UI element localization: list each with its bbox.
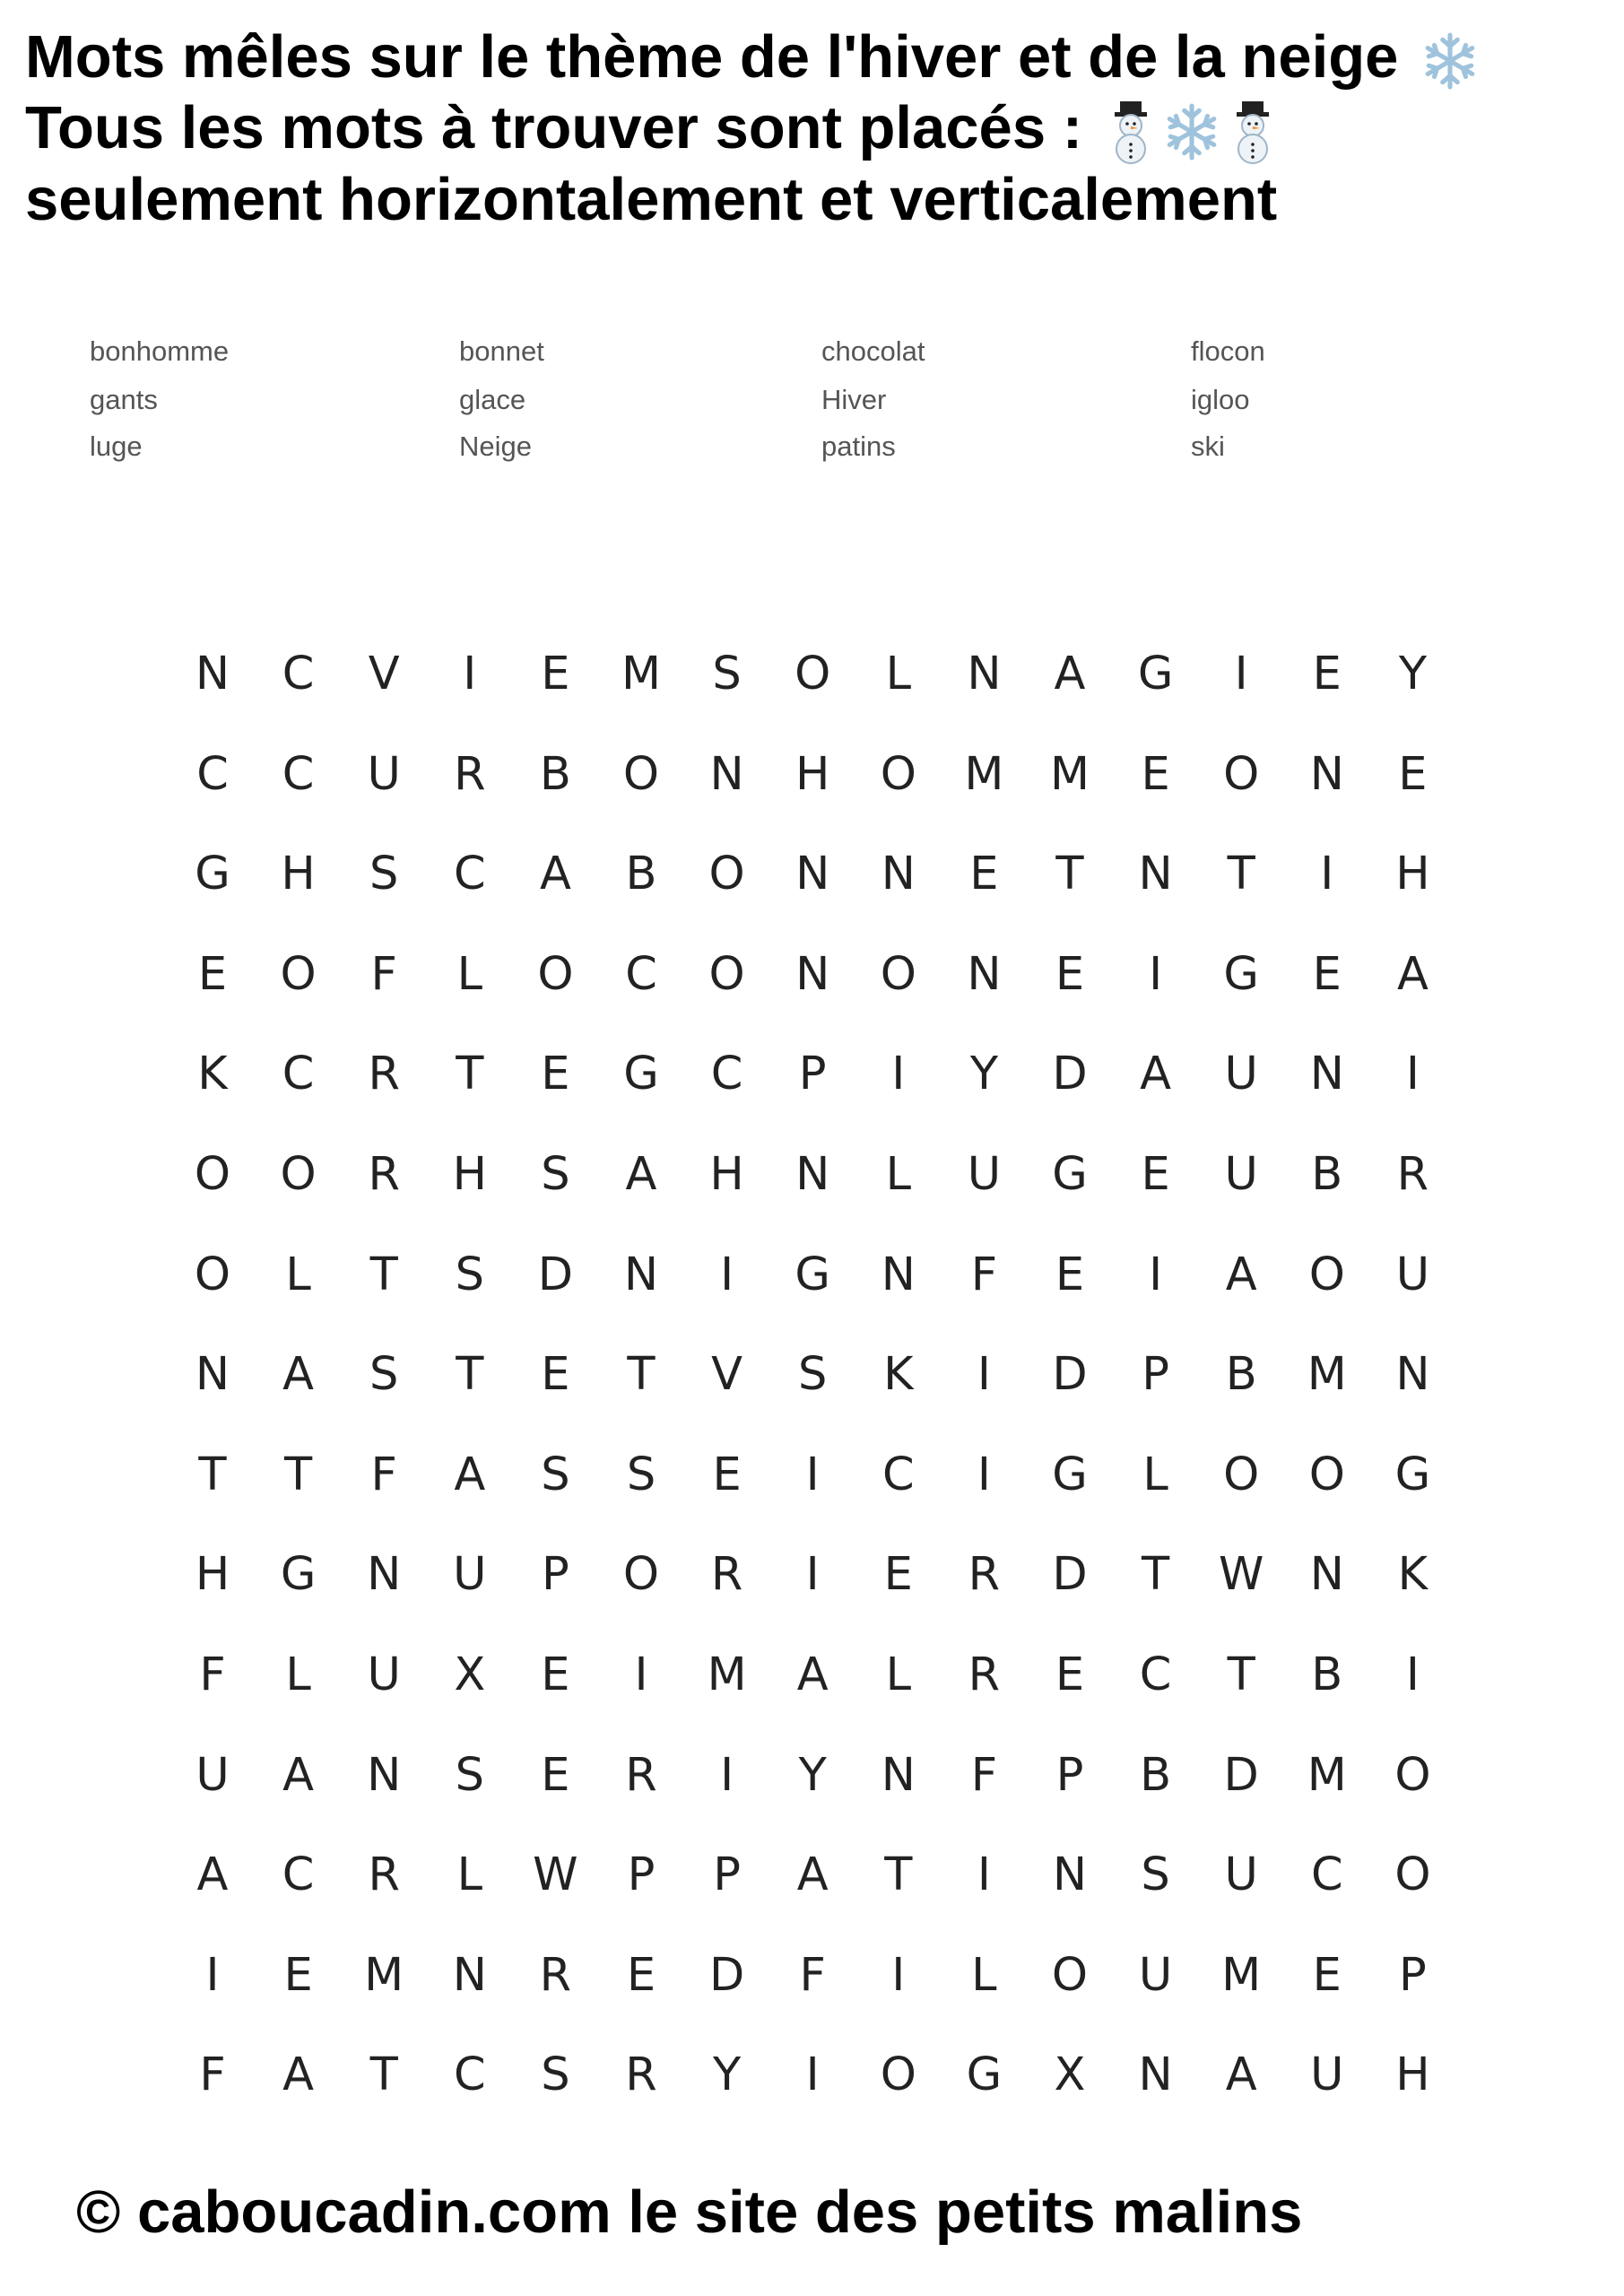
grid-cell[interactable]: T <box>284 1448 313 1501</box>
grid-cell[interactable]: H <box>1395 848 1430 901</box>
grid-cell[interactable]: M <box>707 1648 747 1701</box>
grid-cell[interactable]: E <box>1398 747 1428 801</box>
grid-cell[interactable]: E <box>1055 1248 1085 1301</box>
grid-cell[interactable]: B <box>1311 1648 1343 1701</box>
grid-cell[interactable]: A <box>1225 1248 1257 1301</box>
grid-cell[interactable]: O <box>795 648 831 700</box>
grid-cell[interactable]: S <box>541 1448 570 1501</box>
grid-cell[interactable]: M <box>1307 1748 1347 1802</box>
grid-cell[interactable]: A <box>1140 1048 1172 1101</box>
grid-cell[interactable]: S <box>455 1748 484 1802</box>
grid-cell[interactable]: E <box>883 1548 913 1602</box>
grid-cell[interactable]: R <box>625 1748 657 1802</box>
grid-cell[interactable]: B <box>539 747 571 801</box>
grid-cell[interactable]: F <box>799 1948 826 2002</box>
grid-cell[interactable]: O <box>622 747 660 801</box>
grid-cell[interactable]: V <box>368 648 400 700</box>
grid-cell[interactable]: O <box>1051 1948 1089 2002</box>
grid-cell[interactable]: G <box>195 848 230 901</box>
grid-cell[interactable]: T <box>884 1848 913 1902</box>
grid-cell[interactable]: T <box>369 1248 398 1301</box>
grid-cell[interactable]: O <box>880 2048 916 2102</box>
grid-cell[interactable]: I <box>977 1448 991 1501</box>
grid-cell[interactable]: P <box>798 1048 827 1101</box>
word-list-item: igloo <box>1191 384 1250 415</box>
grid-cell[interactable]: I <box>977 1348 991 1402</box>
grid-cell[interactable]: L <box>885 648 911 700</box>
grid-cell[interactable]: M <box>1221 1948 1262 2002</box>
grid-cell[interactable]: T <box>1227 848 1255 901</box>
grid-cell[interactable]: I <box>1149 1248 1163 1301</box>
grid-cell[interactable]: O <box>1394 1848 1431 1902</box>
grid-cell[interactable]: T <box>1055 848 1084 901</box>
header-title: Mots mêles sur le thème de l'hiver et de la neige <box>25 23 1399 91</box>
grid-cell[interactable]: I <box>1405 1048 1420 1101</box>
grid-cell[interactable]: C <box>1139 1648 1172 1701</box>
word-list-item: bonnet <box>459 335 544 367</box>
grid-cell[interactable]: K <box>197 1048 228 1101</box>
grid-cell[interactable]: O <box>194 1248 231 1301</box>
grid-cell[interactable]: P <box>1142 1348 1169 1402</box>
grid-cell[interactable]: V <box>711 1348 743 1402</box>
grid-cell[interactable]: U <box>367 747 401 801</box>
grid-cell[interactable]: D <box>1223 1748 1259 1802</box>
grid-cell[interactable]: O <box>280 947 317 1001</box>
word-list-item: patins <box>821 430 896 462</box>
grid-cell[interactable]: S <box>369 848 399 901</box>
grid-cell[interactable]: A <box>282 2048 315 2102</box>
grid-cell[interactable]: F <box>199 2048 226 2102</box>
grid-cell[interactable]: L <box>456 947 482 1001</box>
grid-cell[interactable]: I <box>805 2048 820 2102</box>
grid-cell[interactable]: N <box>1138 848 1173 901</box>
grid-cell[interactable]: M <box>1049 747 1090 801</box>
grid-cell[interactable]: F <box>970 1748 998 1802</box>
grid-cell[interactable]: S <box>712 648 742 700</box>
grid-cell[interactable]: P <box>1399 1948 1427 2002</box>
grid-cell[interactable]: C <box>453 2048 486 2102</box>
grid-cell[interactable]: G <box>1137 648 1174 700</box>
grid-cell[interactable]: I <box>1234 648 1248 700</box>
header-line-3: seulement horizontalement et verticalement <box>25 166 1278 234</box>
grid-cell[interactable]: I <box>977 1848 991 1902</box>
grid-cell[interactable]: N <box>881 848 916 901</box>
grid-cell[interactable]: O <box>1223 1448 1260 1501</box>
grid-cell[interactable]: O <box>537 947 574 1001</box>
grid-cell[interactable]: O <box>1308 1448 1345 1501</box>
grid-cell[interactable]: A <box>1054 648 1086 700</box>
grid-cell[interactable]: I <box>205 1948 220 2002</box>
grid-cell[interactable]: G <box>966 2048 1003 2102</box>
grid-cell[interactable]: O <box>708 947 745 1001</box>
grid-cell[interactable]: N <box>452 1948 487 2002</box>
grid-cell[interactable]: L <box>456 1848 482 1902</box>
grid-cell[interactable]: E <box>283 1948 313 2002</box>
grid-cell[interactable]: B <box>1225 1348 1257 1402</box>
grid-cell[interactable]: E <box>197 947 228 1001</box>
grid-cell[interactable]: R <box>368 1148 400 1201</box>
grid-cell[interactable]: C <box>625 947 657 1001</box>
grid-cell[interactable]: T <box>456 1048 484 1101</box>
grid-cell[interactable]: D <box>708 1948 745 2002</box>
grid-cell[interactable]: P <box>627 1848 656 1902</box>
grid-cell[interactable]: S <box>1141 1848 1170 1902</box>
grid-cell[interactable]: R <box>368 1048 400 1101</box>
grid-cell[interactable]: E <box>1312 947 1342 1001</box>
grid-cell[interactable]: T <box>369 2048 398 2102</box>
grid-cell[interactable]: T <box>198 1448 227 1501</box>
grid-cell[interactable]: D <box>1052 1548 1088 1602</box>
grid-cell[interactable]: M <box>621 648 661 700</box>
grid-cell[interactable]: Y <box>713 2048 742 2102</box>
grid-cell[interactable]: U <box>967 1148 1002 1201</box>
grid-cell[interactable]: I <box>805 1448 820 1501</box>
grid-cell[interactable]: C <box>453 848 486 901</box>
grid-cell[interactable]: O <box>880 947 916 1001</box>
grid-cell[interactable]: E <box>541 1048 570 1101</box>
grid-cell[interactable]: N <box>795 1148 830 1201</box>
grid-cell[interactable]: E <box>1055 947 1085 1001</box>
grid-cell[interactable]: G <box>1394 1448 1431 1501</box>
grid-cell[interactable]: I <box>463 648 477 700</box>
grid-cell[interactable]: I <box>634 1648 648 1701</box>
grid-cell[interactable]: U <box>1224 1848 1258 1902</box>
grid-cell[interactable]: I <box>1320 848 1334 901</box>
grid-cell[interactable]: N <box>881 1748 916 1802</box>
grid-cell[interactable]: K <box>1397 1548 1429 1602</box>
grid-cell[interactable]: R <box>539 1948 572 2002</box>
grid-cell[interactable]: Y <box>1398 648 1427 700</box>
grid-cell[interactable]: R <box>968 1648 1001 1701</box>
grid-cell[interactable]: N <box>623 1248 659 1301</box>
grid-cell[interactable]: I <box>891 1048 906 1101</box>
grid-cell[interactable]: C <box>196 747 229 801</box>
grid-cell[interactable]: Y <box>969 1048 998 1101</box>
grid-cell[interactable]: D <box>1052 1048 1088 1101</box>
grid-cell[interactable]: N <box>1309 747 1344 801</box>
grid-cell[interactable]: G <box>795 1248 830 1301</box>
grid-cell[interactable]: N <box>367 1548 402 1602</box>
grid-cell[interactable]: T <box>1142 1548 1170 1602</box>
grid-cell[interactable]: M <box>364 1948 404 2002</box>
grid-cell[interactable]: X <box>454 1648 486 1701</box>
grid-cell[interactable]: L <box>885 1648 911 1701</box>
grid-cell[interactable]: O <box>1394 1748 1431 1802</box>
grid-cell[interactable]: U <box>1310 2048 1344 2102</box>
word-list-item: Neige <box>459 430 532 462</box>
grid-cell[interactable]: W <box>1218 1548 1264 1602</box>
grid-cell[interactable]: N <box>1309 1548 1344 1602</box>
grid-cell[interactable]: N <box>1138 2048 1173 2102</box>
grid-cell[interactable]: E <box>1141 747 1170 801</box>
grid-cell[interactable]: G <box>623 1048 659 1101</box>
grid-cell[interactable]: M <box>1307 1348 1347 1402</box>
grid-cell[interactable]: N <box>795 947 830 1001</box>
grid-cell[interactable]: N <box>367 1748 402 1802</box>
grid-cell[interactable]: N <box>195 1348 230 1402</box>
grid-cell[interactable]: L <box>285 1248 311 1301</box>
grid-cell[interactable]: A <box>625 1148 657 1201</box>
grid-cell[interactable]: D <box>537 1248 574 1301</box>
grid-cell[interactable]: I <box>805 1548 820 1602</box>
grid-cell[interactable]: I <box>891 1948 906 2002</box>
grid-cell[interactable]: L <box>285 1648 311 1701</box>
grid-cell[interactable]: N <box>967 648 1002 700</box>
grid-cell[interactable]: E <box>541 1648 570 1701</box>
grid-cell[interactable]: A <box>282 1348 315 1402</box>
grid-cell[interactable]: P <box>713 1848 741 1902</box>
grid-cell[interactable]: S <box>369 1348 399 1402</box>
grid-cell[interactable]: O <box>622 1548 660 1602</box>
grid-cell[interactable]: Y <box>798 1748 827 1802</box>
grid-cell[interactable]: S <box>541 2048 570 2102</box>
grid-cell[interactable]: E <box>541 648 570 700</box>
grid-cell[interactable]: I <box>720 1748 734 1802</box>
grid-cell[interactable]: H <box>281 848 316 901</box>
grid-cell[interactable]: E <box>712 1448 742 1501</box>
grid-cell[interactable]: E <box>541 1348 570 1402</box>
grid-cell[interactable]: N <box>1052 1848 1088 1902</box>
grid-cell[interactable]: C <box>1310 1848 1343 1902</box>
footer-credit: © caboucadin.com le site des petits malins <box>76 2179 1303 2246</box>
grid-cell[interactable]: E <box>626 1948 656 2002</box>
grid-cell[interactable]: E <box>541 1748 570 1802</box>
grid-cell[interactable]: P <box>542 1548 569 1602</box>
grid-cell[interactable]: R <box>625 2048 657 2102</box>
grid-cell[interactable]: D <box>1052 1348 1088 1402</box>
grid-cell[interactable]: R <box>368 1848 400 1902</box>
grid-cell[interactable]: U <box>367 1648 401 1701</box>
grid-cell[interactable]: W <box>533 1848 578 1902</box>
word-list-item: luge <box>90 430 143 462</box>
grid-cell[interactable]: B <box>1140 1748 1172 1802</box>
grid-cell[interactable]: C <box>282 1048 315 1101</box>
grid-cell[interactable]: G <box>1223 947 1259 1001</box>
grid-cell[interactable]: H <box>1395 2048 1430 2102</box>
grid-cell[interactable]: C <box>282 648 315 700</box>
grid-cell[interactable]: A <box>196 1848 229 1902</box>
grid-cell[interactable]: R <box>454 747 486 801</box>
grid-cell[interactable]: R <box>710 1548 743 1602</box>
grid-cell[interactable]: F <box>970 1248 998 1301</box>
word-list-item: chocolat <box>821 335 925 367</box>
grid-cell[interactable]: K <box>883 1348 914 1402</box>
grid-cell[interactable]: L <box>885 1148 911 1201</box>
grid-cell[interactable]: H <box>452 1148 487 1201</box>
grid-cell[interactable]: I <box>1405 1648 1420 1701</box>
grid-cell[interactable]: F <box>370 1448 397 1501</box>
grid-cell[interactable]: N <box>881 1248 916 1301</box>
grid-cell[interactable]: N <box>195 648 230 700</box>
grid-cell[interactable]: A <box>796 1848 829 1902</box>
grid-cell[interactable]: O <box>194 1148 231 1201</box>
grid-cell[interactable]: U <box>1224 1148 1258 1201</box>
grid-cell[interactable]: T <box>627 1348 656 1402</box>
grid-cell[interactable]: G <box>1052 1148 1088 1201</box>
grid-cell[interactable]: B <box>625 848 657 901</box>
grid-cell[interactable]: N <box>1395 1348 1430 1402</box>
grid-cell[interactable]: M <box>964 747 1004 801</box>
grid-cell[interactable]: U <box>195 1748 230 1802</box>
grid-cell[interactable]: A <box>282 1748 315 1802</box>
grid-cell[interactable]: G <box>1052 1448 1088 1501</box>
grid-cell[interactable]: U <box>453 1548 487 1602</box>
grid-cell[interactable]: U <box>1395 1248 1430 1301</box>
grid-cell[interactable]: U <box>1224 1048 1258 1101</box>
grid-cell[interactable]: E <box>1312 648 1342 700</box>
grid-cell[interactable]: F <box>370 947 397 1001</box>
word-list-item: gants <box>90 384 158 415</box>
grid-cell[interactable]: E <box>1141 1148 1170 1201</box>
grid-cell[interactable]: U <box>1138 1948 1173 2002</box>
grid-cell[interactable]: H <box>795 747 830 801</box>
grid-cell[interactable]: I <box>1149 947 1163 1001</box>
grid-cell[interactable]: C <box>710 1048 743 1101</box>
grid-cell[interactable]: A <box>454 1448 486 1501</box>
grid-cell[interactable]: L <box>1142 1448 1168 1501</box>
grid-cell[interactable]: O <box>280 1148 317 1201</box>
grid-cell[interactable]: F <box>199 1648 226 1701</box>
word-list-item: glace <box>459 384 526 415</box>
grid-cell[interactable]: C <box>881 1448 915 1501</box>
grid-cell[interactable]: C <box>282 747 315 801</box>
grid-cell[interactable]: B <box>1311 1148 1343 1201</box>
grid-cell[interactable]: A <box>796 1648 829 1701</box>
grid-cell[interactable]: T <box>456 1348 484 1402</box>
grid-cell[interactable]: O <box>880 747 916 801</box>
grid-cell[interactable]: N <box>967 947 1002 1001</box>
grid-cell[interactable]: I <box>720 1248 734 1301</box>
grid-cell[interactable]: E <box>1312 1948 1342 2002</box>
grid-cell[interactable]: C <box>282 1848 315 1902</box>
grid-cell[interactable]: S <box>541 1148 570 1201</box>
grid-cell[interactable]: O <box>1223 747 1260 801</box>
grid-cell[interactable]: N <box>709 747 744 801</box>
grid-cell[interactable]: A <box>1396 947 1429 1001</box>
grid-cell[interactable]: L <box>971 1948 997 2002</box>
grid-cell[interactable]: S <box>626 1448 656 1501</box>
grid-cell[interactable]: S <box>798 1348 828 1402</box>
word-list-item: ski <box>1191 430 1225 462</box>
grid-cell[interactable]: E <box>969 848 999 901</box>
grid-cell[interactable]: R <box>1396 1148 1429 1201</box>
grid-cell[interactable]: A <box>539 848 571 901</box>
grid-cell[interactable]: N <box>795 848 830 901</box>
grid-cell[interactable]: G <box>280 1548 317 1602</box>
grid-cell[interactable]: T <box>1227 1648 1255 1701</box>
grid-cell[interactable]: H <box>195 1548 230 1602</box>
grid-cell[interactable]: O <box>1308 1248 1345 1301</box>
header-subtitle: Tous les mots à trouver sont placés : <box>25 94 1083 161</box>
grid-cell[interactable]: E <box>1055 1648 1085 1701</box>
grid-cell[interactable]: P <box>1055 1748 1084 1802</box>
grid-cell[interactable]: H <box>709 1148 744 1201</box>
word-list-item: flocon <box>1191 335 1265 367</box>
grid-cell[interactable]: X <box>1054 2048 1086 2102</box>
grid-cell[interactable]: A <box>1225 2048 1257 2102</box>
word-list-item: Hiver <box>821 384 887 415</box>
grid-cell[interactable]: O <box>708 848 745 901</box>
word-list-item: bonhomme <box>90 335 230 367</box>
grid-cell[interactable]: S <box>455 1248 484 1301</box>
grid-cell[interactable]: R <box>968 1548 1001 1602</box>
grid-cell[interactable]: N <box>1309 1048 1344 1101</box>
